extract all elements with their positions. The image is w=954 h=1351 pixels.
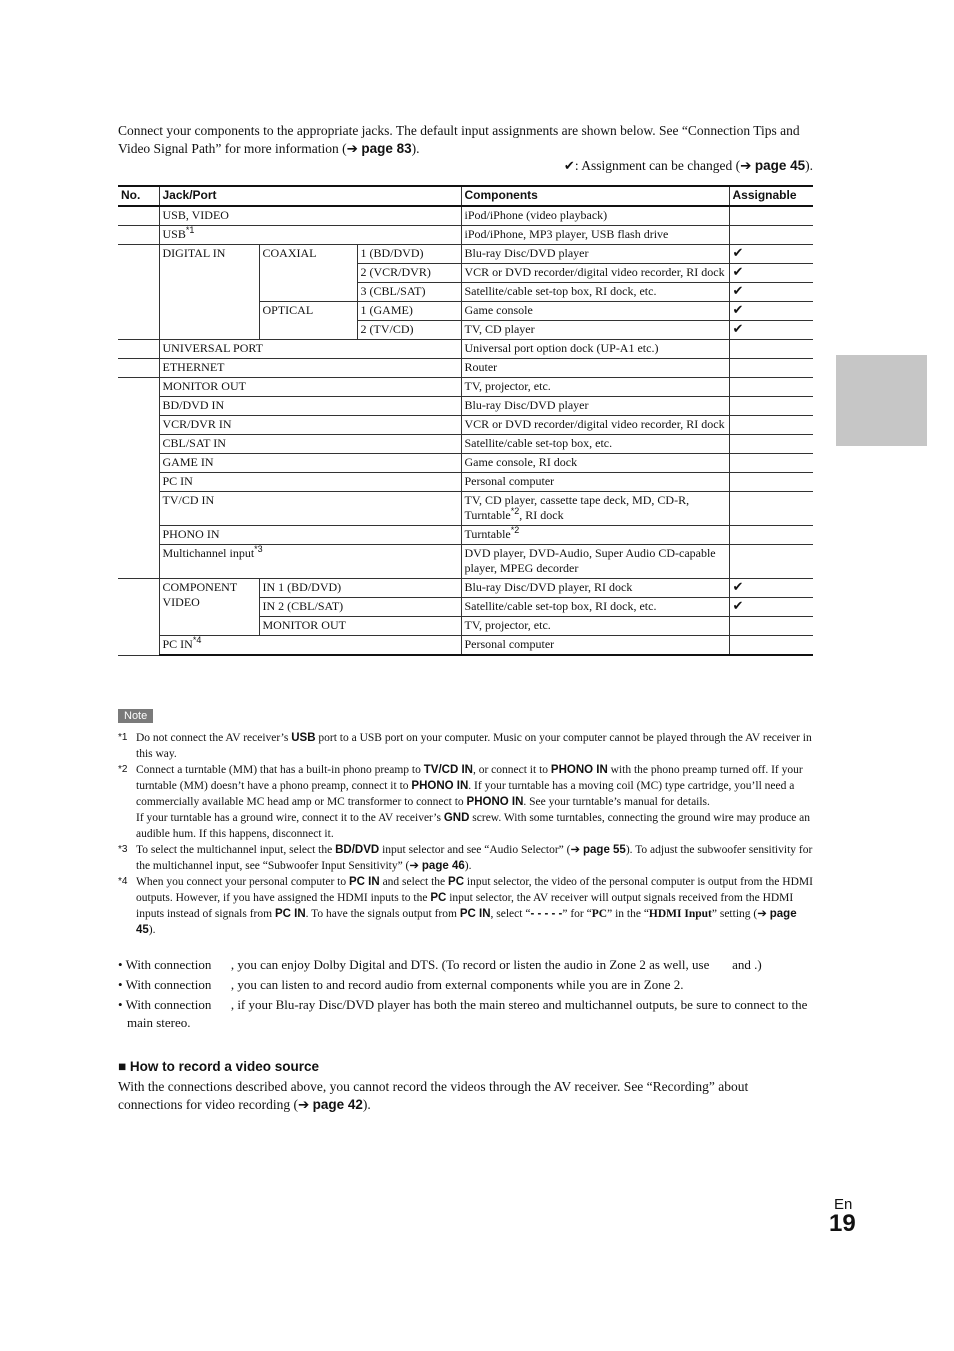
footnote-text: To select the multichannel input, select the: [136, 844, 336, 856]
page-link[interactable]: page 83: [361, 141, 412, 156]
footnote-text: input selector and see “Audio Selector” (: [379, 844, 571, 856]
control-label: - - - - -: [530, 908, 563, 920]
list-item: • With connection , you can enjoy Dolby Digital and DTS. (To record or listen the audio in Zone 2 as well, use and .): [118, 957, 762, 972]
jack-cell: UNIVERSAL PORT: [159, 340, 461, 359]
port-cell: 3 (CBL/SAT): [357, 283, 461, 302]
jack-cell: DIGITAL IN: [159, 245, 259, 340]
footnote-text: and select the: [379, 876, 449, 888]
components-cell: DVD player, DVD-Audio, Super Audio CD-capable player, MPEG decorder: [461, 545, 729, 579]
header-components: Components: [461, 186, 729, 206]
table-row: [118, 226, 813, 245]
jack-cell: GAME IN: [159, 454, 461, 473]
page-link[interactable]: page 46: [421, 860, 465, 872]
components-cell: Blu-ray Disc/DVD player: [461, 245, 729, 264]
number-cell: [118, 206, 159, 226]
jack-label: USB: [162, 227, 186, 241]
table-header-row: [118, 186, 813, 206]
setting-label: PC: [591, 908, 608, 920]
table-row: [118, 397, 813, 416]
subjack-cell: OPTICAL: [259, 302, 357, 340]
table-row: [118, 636, 813, 656]
number-cell: [118, 226, 159, 245]
table-row: [118, 492, 813, 526]
footnote-mark: *4: [118, 876, 128, 887]
footnote-2-paragraph: [118, 810, 813, 842]
header-no: No.: [118, 186, 159, 206]
footnote-text: ” in the “: [607, 908, 649, 920]
assignable-cell: [729, 473, 813, 492]
number-cell: [118, 579, 159, 656]
check-icon: ✔: [729, 598, 813, 617]
assignable-cell: [729, 617, 813, 636]
jack-cell: COMPONENT VIDEO: [159, 579, 259, 636]
bullet-list: [118, 956, 813, 1034]
port-cell: 2 (VCR/DVR): [357, 264, 461, 283]
assignable-cell: [729, 545, 813, 579]
footnote-text: Connect a turntable (MM) that has a built-in phono preamp to: [136, 764, 424, 776]
footnote-text: Do not connect the AV receiver’s: [136, 732, 292, 744]
intro-paragraph: [118, 122, 813, 158]
table-row: [118, 526, 813, 545]
control-label: GND: [443, 812, 470, 824]
header-jack-port: Jack/Port: [159, 186, 461, 206]
footnote-text: ).: [148, 924, 156, 936]
footnote-text: , select “: [490, 908, 531, 920]
footnote-text: ). To adjust the subwoofer sensitivity for the multichannel input, see “Subwoofer Input Sensitivity” (: [136, 844, 813, 872]
jack-cell: USB, VIDEO: [159, 206, 461, 226]
side-tab: [836, 355, 927, 446]
footnote-ref: *2: [510, 525, 520, 535]
arrow-icon: ➔: [757, 908, 767, 920]
control-label: TV/CD IN: [423, 764, 473, 776]
section-body: [118, 1078, 813, 1114]
intro-text-end: ).: [411, 141, 420, 156]
components-cell: Personal computer: [461, 473, 729, 492]
number-cell: [118, 245, 159, 340]
footnote-text: port to a USB port on your computer. Music on your computer cannot be played through the AV receiver in this way.: [136, 732, 812, 760]
assignable-cell: [729, 340, 813, 359]
footnote-ref: *4: [192, 635, 202, 645]
page-link[interactable]: page 45: [136, 908, 797, 936]
table-row: [118, 378, 813, 397]
assignable-cell: [729, 416, 813, 435]
components-cell: Satellite/cable set-top box, RI dock, etc.: [461, 283, 729, 302]
assignable-cell: [729, 206, 813, 226]
footnote-text: . See your turntable’s manual for details.: [523, 796, 710, 808]
table-row: [118, 206, 813, 226]
section-text: With the connections described above, you cannot record the videos through the AV receiver. See “Recording” about connections for video recording (: [118, 1079, 749, 1112]
footnote-text: , or connect it to: [472, 764, 551, 776]
list-item: • With connection , if your Blu-ray Disc/DVD player has both the main stereo and multichannel outputs, be sure to connect to the main stereo.: [118, 997, 811, 1030]
footnote-2: [118, 762, 813, 810]
check-icon: ✔: [729, 264, 813, 283]
footnote-text: When you connect your personal computer to: [136, 876, 350, 888]
port-cell: 1 (GAME): [357, 302, 461, 321]
check-icon: ✔: [729, 579, 813, 598]
control-label: PHONO IN: [550, 764, 608, 776]
assignable-cell: [729, 492, 813, 526]
control-label: PHONO IN: [411, 780, 469, 792]
check-icon: ✔: [729, 302, 813, 321]
components-cell: iPod/iPhone (video playback): [461, 206, 729, 226]
components-cell: Universal port option dock (UP-A1 etc.): [461, 340, 729, 359]
components-text: , RI dock: [519, 508, 564, 522]
assignment-key: [564, 158, 813, 174]
jack-cell: [159, 636, 461, 656]
components-cell: Blu-ray Disc/DVD player, RI dock: [461, 579, 729, 598]
arrow-icon: ➔: [570, 844, 581, 856]
number-cell: [118, 359, 159, 378]
control-label: PC IN: [459, 908, 491, 920]
table-row: [118, 545, 813, 579]
components-cell: [461, 526, 729, 545]
assignable-cell: [729, 526, 813, 545]
footnote-mark: *2: [118, 764, 128, 775]
components-cell: Personal computer: [461, 636, 729, 656]
table-row: [118, 473, 813, 492]
control-label: PC IN: [274, 908, 306, 920]
jack-cell: [159, 226, 461, 245]
table-row: [118, 359, 813, 378]
footnote-ref: *3: [254, 544, 263, 554]
control-label: PC: [448, 876, 465, 888]
footnote-text: input selector, the video of the personal computer is output from the HDMI outputs. However, if you have assigned the HDMI inputs to the: [136, 876, 813, 904]
page-link[interactable]: page 55: [583, 844, 626, 856]
footnote-ref: *1: [185, 225, 195, 235]
check-icon: ✔: [729, 245, 813, 264]
table-row: [118, 340, 813, 359]
components-cell: Router: [461, 359, 729, 378]
jack-label: PC IN: [162, 637, 193, 651]
footnote-4: [118, 874, 813, 938]
assignment-key-end: ).: [805, 158, 813, 173]
arrow-icon: ➔: [297, 1097, 310, 1112]
number-cell: [118, 340, 159, 359]
assignable-cell: [729, 378, 813, 397]
control-label: PC: [430, 892, 447, 904]
page-link[interactable]: page 45: [754, 158, 806, 173]
section-title: How to record a video source: [129, 1059, 319, 1074]
components-text: TV, CD player, cassette tape deck, MD, CD-R, Turntable: [464, 493, 690, 522]
footnotes: [118, 730, 813, 938]
assignable-cell: [729, 397, 813, 416]
section-text-end: ).: [362, 1097, 371, 1112]
page-number: 19: [829, 1210, 856, 1237]
table-row: [118, 416, 813, 435]
jack-cell: CBL/SAT IN: [159, 435, 461, 454]
jack-cell: PC IN: [159, 473, 461, 492]
subjack-cell: COAXIAL: [259, 245, 357, 302]
setting-label: HDMI Input: [648, 908, 712, 920]
footnote-mark: *3: [118, 844, 128, 855]
arrow-icon: ➔: [409, 860, 420, 872]
section-heading: [118, 1059, 319, 1074]
footnote-text: with the phono preamp turned off. If your turntable (MM) doesn’t have a phono preamp, connect it to: [136, 764, 803, 792]
control-label: USB: [291, 732, 316, 744]
jack-cell: BD/DVD IN: [159, 397, 461, 416]
components-cell: Satellite/cable set-top box, RI dock, etc.: [461, 598, 729, 617]
table-row: [118, 579, 813, 598]
square-bullet-icon: ■: [118, 1059, 127, 1074]
jack-cell: VCR/DVR IN: [159, 416, 461, 435]
assignable-cell: [729, 359, 813, 378]
note-badge: Note: [118, 709, 153, 723]
arrow-icon: ➔: [346, 141, 358, 156]
control-label: BD/DVD: [335, 844, 380, 856]
port-cell: IN 2 (CBL/SAT): [259, 598, 461, 617]
jack-cell: TV/CD IN: [159, 492, 461, 526]
footnote-text: If your turntable has a ground wire, connect it to the AV receiver’s: [136, 812, 444, 824]
jack-cell: MONITOR OUT: [159, 378, 461, 397]
footnote-text: . If your turntable has a moving coil (MC) type cartridge, you’ll need a commercially available MC head amp or MC transformer to connect to: [136, 780, 795, 808]
table-row: [118, 435, 813, 454]
components-text: Turntable: [464, 527, 511, 541]
check-icon: ✔: [563, 159, 575, 174]
footnote-text: ” for “: [562, 908, 592, 920]
components-cell: [461, 492, 729, 526]
components-cell: TV, CD player: [461, 321, 729, 340]
components-cell: Game console, RI dock: [461, 454, 729, 473]
list-item: • With connection , you can listen to and record audio from external components while you are in Zone 2.: [118, 977, 684, 992]
control-label: PHONO IN: [466, 796, 524, 808]
footnote-text: ” setting (: [711, 908, 758, 920]
check-icon: ✔: [729, 283, 813, 302]
language-label: En: [834, 1196, 853, 1213]
header-assignable: Assignable: [729, 186, 813, 206]
page-link[interactable]: page 42: [312, 1097, 363, 1112]
connection-table: [118, 185, 813, 656]
jack-cell: ETHERNET: [159, 359, 461, 378]
table-row: [118, 245, 813, 264]
footnote-mark: *1: [118, 732, 128, 743]
footnote-text: screw. With some turntables, connecting the ground wire may produce an audible hum. If this happens, disconnect it.: [136, 812, 811, 840]
components-cell: VCR or DVD recorder/digital video recorder, RI dock: [461, 416, 729, 435]
assignment-key-text: : Assignment can be changed (: [574, 158, 741, 173]
number-cell: [118, 378, 159, 579]
components-cell: Blu-ray Disc/DVD player: [461, 397, 729, 416]
control-label: PC IN: [349, 876, 380, 888]
footnote-text: ).: [464, 860, 472, 872]
port-cell: MONITOR OUT: [259, 617, 461, 636]
check-icon: ✔: [729, 321, 813, 340]
assignable-cell: [729, 435, 813, 454]
port-cell: 2 (TV/CD): [357, 321, 461, 340]
jack-label: Multichannel input: [162, 546, 255, 560]
footnote-text: . To have the signals output from: [305, 908, 460, 920]
footnote-ref: *2: [510, 506, 520, 516]
jack-cell: PHONO IN: [159, 526, 461, 545]
components-cell: TV, projector, etc.: [461, 378, 729, 397]
components-cell: TV, projector, etc.: [461, 617, 729, 636]
assignable-cell: [729, 636, 813, 656]
table-row: [118, 454, 813, 473]
components-cell: Satellite/cable set-top box, etc.: [461, 435, 729, 454]
footnote-1: [118, 730, 813, 762]
port-cell: IN 1 (BD/DVD): [259, 579, 461, 598]
port-cell: 1 (BD/DVD): [357, 245, 461, 264]
assignable-cell: [729, 454, 813, 473]
footnote-3: [118, 842, 813, 874]
assignable-cell: [729, 226, 813, 245]
components-cell: iPod/iPhone, MP3 player, USB flash drive: [461, 226, 729, 245]
components-cell: VCR or DVD recorder/digital video recorder, RI dock: [461, 264, 729, 283]
intro-text: Connect your components to the appropriate jacks. The default input assignments are shown below. See “Connection Tips and Video Signal Path” for more information (: [118, 123, 800, 156]
jack-cell: [159, 545, 461, 579]
arrow-icon: ➔: [740, 158, 752, 173]
footnote-text: input selector, the AV receiver will output signals received from the HDMI inputs instead of signals from: [136, 892, 794, 920]
components-cell: Game console: [461, 302, 729, 321]
